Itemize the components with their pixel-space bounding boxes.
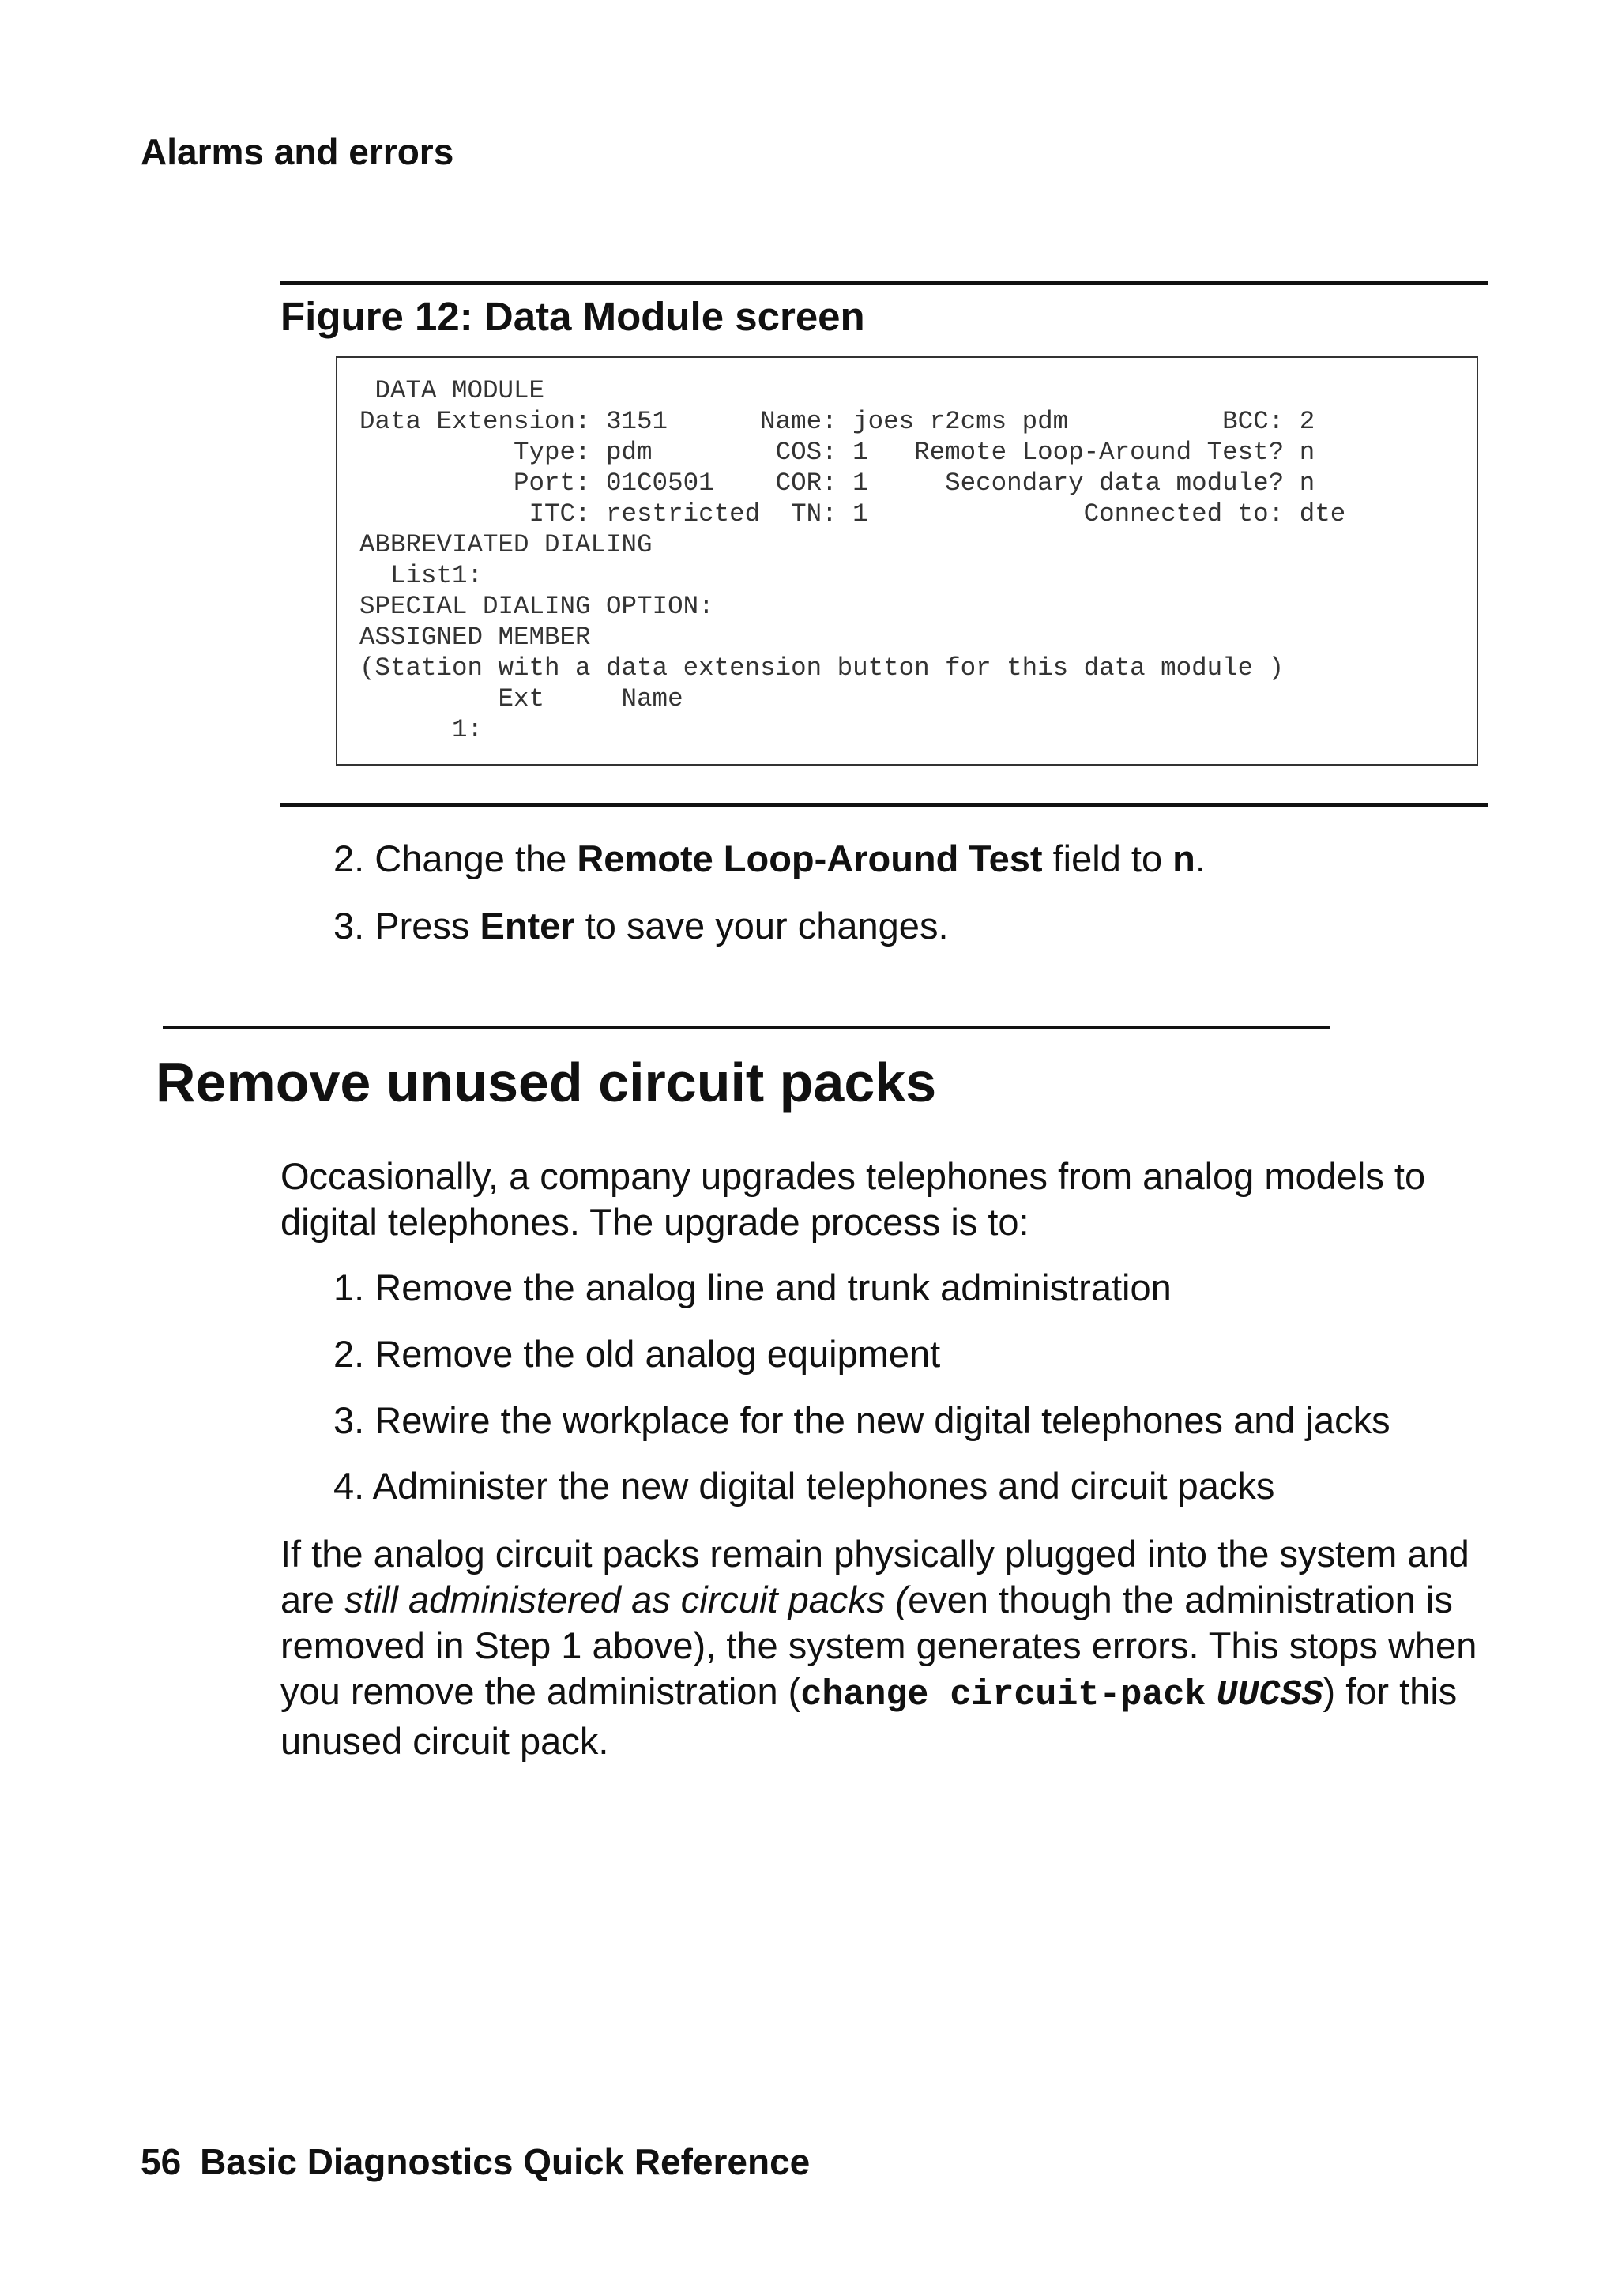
command-text: change circuit-pack bbox=[800, 1675, 1206, 1715]
step-text: Change the bbox=[374, 837, 578, 879]
step-number: 3. bbox=[333, 905, 365, 947]
step-item bbox=[333, 1332, 940, 1376]
step-text: Remove the old analog equipment bbox=[374, 1333, 941, 1375]
step-item bbox=[333, 837, 1206, 881]
step-item bbox=[333, 904, 949, 948]
paragraph-text: If the analog circuit packs remain physically plugged into the system and are bbox=[280, 1533, 1469, 1620]
step-number: 2. bbox=[333, 837, 365, 879]
step-text: to save your changes. bbox=[574, 905, 949, 947]
step-text: Administer the new digital telephones and circuit packs bbox=[372, 1465, 1275, 1507]
book-title: Basic Diagnostics Quick Reference bbox=[200, 2141, 811, 2182]
field-name: Remote Loop-Around Test bbox=[577, 837, 1043, 879]
screen-line: Type: pdm COS: 1 Remote Loop-Around Test? n bbox=[359, 438, 1315, 467]
step-text: Remove the analog line and trunk administration bbox=[374, 1267, 1172, 1308]
screen-line: ASSIGNED MEMBER bbox=[359, 623, 591, 652]
screen-line: ITC: restricted TN: 1 Connected to: dte bbox=[359, 499, 1346, 529]
screen-line: SPECIAL DIALING OPTION: bbox=[359, 592, 714, 621]
screen-line: 1: bbox=[359, 715, 484, 744]
screen-line: Ext Name bbox=[359, 684, 683, 713]
section-heading: Remove unused circuit packs bbox=[156, 1052, 937, 1113]
screen-line: Data Extension: 3151 Name: joes r2cms pdm BCC: 2 bbox=[359, 407, 1315, 436]
emphasis-text: still administered as circuit packs ( bbox=[344, 1579, 909, 1620]
intro-paragraph: Occasionally, a company upgrades telephones from analog models to digital telephones. The upgrade process is to: bbox=[280, 1155, 1426, 1243]
page-number: 56 bbox=[141, 2141, 182, 2182]
screen-text bbox=[359, 375, 1345, 745]
step-text: Rewire the workplace for the new digital telephones and jacks bbox=[374, 1399, 1390, 1441]
screen-line: DATA MODULE bbox=[359, 376, 545, 405]
step-item bbox=[333, 1464, 1274, 1508]
step-number: 3. bbox=[333, 1399, 365, 1441]
paragraph-text: even though the administration is removed in Step 1 above), the system generates errors. This stops when you remove the administration ( bbox=[280, 1579, 1477, 1712]
screen-line: ABBREVIATED DIALING bbox=[359, 530, 653, 559]
step-text: field to bbox=[1042, 837, 1173, 879]
screen-line: List1: bbox=[359, 561, 484, 590]
paragraph-text: ) for this unused circuit pack. bbox=[280, 1670, 1458, 1762]
page-footer bbox=[141, 2140, 810, 2184]
section-rule bbox=[163, 1026, 1330, 1029]
command-argument: UUCSS bbox=[1216, 1675, 1323, 1715]
figure-caption: Figure 12: Data Module screen bbox=[280, 294, 865, 339]
step-number: 2. bbox=[333, 1333, 365, 1375]
figure-top-rule bbox=[280, 281, 1488, 285]
step-text: . bbox=[1195, 837, 1206, 879]
screen-line: Port: 01C0501 COR: 1 Secondary data module? n bbox=[359, 469, 1315, 498]
step-text: Press bbox=[374, 905, 480, 947]
running-header: Alarms and errors bbox=[141, 131, 454, 172]
step-item bbox=[333, 1398, 1390, 1443]
closing-paragraph bbox=[280, 1531, 1513, 1764]
step-number: 4. bbox=[333, 1465, 365, 1507]
step-number: 1. bbox=[333, 1267, 365, 1308]
data-module-screen bbox=[336, 356, 1478, 766]
field-value: n bbox=[1172, 837, 1195, 879]
screen-line: (Station with a data extension button for this data module ) bbox=[359, 653, 1285, 683]
key-name: Enter bbox=[480, 905, 575, 947]
figure-bottom-rule bbox=[280, 803, 1488, 807]
step-item bbox=[333, 1266, 1172, 1310]
